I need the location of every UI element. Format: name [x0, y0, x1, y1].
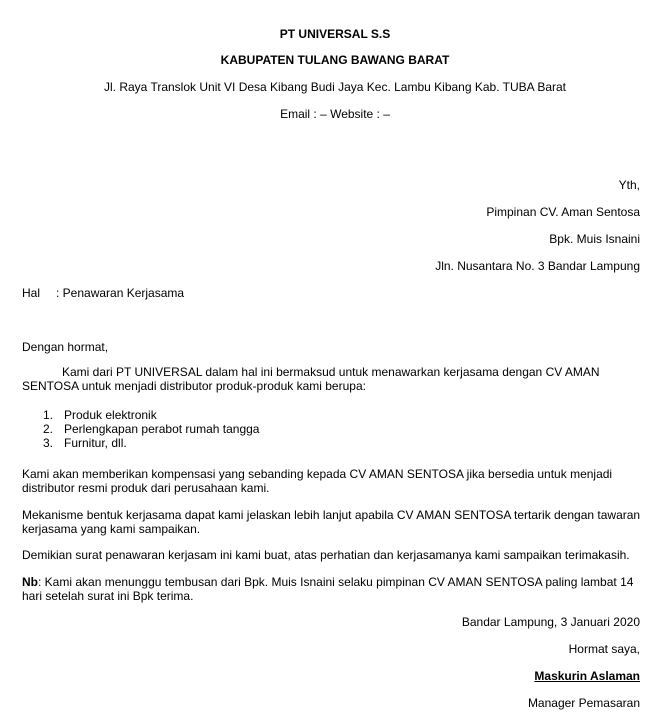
product-list [22, 408, 622, 450]
company-contact: Email : – Website : – [280, 107, 390, 121]
recipient-title: Pimpinan CV. Aman Sentosa [486, 205, 640, 219]
recipient-address: Jln. Nusantara No. 3 Bandar Lampung [435, 259, 640, 273]
list-label: Furnitur, dll. [64, 436, 127, 450]
note-paragraph [22, 575, 637, 603]
note-label: Nb [22, 575, 38, 589]
list-item [22, 408, 622, 422]
salutation: Dengan hormat, [22, 340, 109, 354]
list-number: 2. [43, 422, 54, 436]
signatory-name: Maskurin Aslaman [534, 669, 640, 683]
signature-closing: Hormat saya, [568, 642, 640, 656]
list-number: 3. [43, 436, 54, 450]
list-label: Perlengkapan perabot rumah tangga [64, 422, 260, 436]
paragraph-compensation: Kami akan memberikan kompensasi yang sebanding kepada CV AMAN SENTOSA jika bersedia untuk menjadi distributor resmi produk dari perusahaan kami. [22, 467, 613, 495]
company-name: PT UNIVERSAL S.S [279, 27, 391, 41]
subject-label: Hal [22, 286, 41, 300]
subject-line [22, 286, 184, 300]
recipient-greeting: Yth, [618, 178, 640, 192]
list-number: 1. [43, 408, 54, 422]
recipient-name: Bpk. Muis Isnaini [549, 232, 640, 246]
note-text: : Kami akan menunggu tembusan dari Bpk. Muis Isnaini selaku pimpinan CV AMAN SENTOSA paling lambat 14 hari setelah surat ini Bpk terima. [22, 575, 634, 603]
list-item [22, 422, 622, 436]
intro-line-1: Kami dari PT UNIVERSAL dalam hal ini bermaksud untuk menawarkan kerjasama dengan CV AMAN [62, 365, 600, 379]
company-address: Jl. Raya Translok Unit VI Desa Kibang Budi Jaya Kec. Lambu Kibang Kab. TUBA Barat [103, 80, 567, 94]
paragraph-closing: Demikian surat penawaran kerjasam ini kami buat, atas perhatian dan kerjasamanya kami sampaikan terimakasih. [22, 548, 630, 562]
place-date: Bandar Lampung, 3 Januari 2020 [461, 615, 640, 629]
subject-value: : Penawaran Kerjasama [56, 286, 185, 300]
signatory-position: Manager Pemasaran [527, 696, 640, 710]
list-label: Produk elektronik [64, 408, 157, 422]
list-item [22, 436, 622, 450]
intro-line-2: SENTOSA untuk menjadi distributor produk-produk kami berupa: [22, 379, 366, 393]
paragraph-mechanism: Mekanisme bentuk kerjasama dapat kami jelaskan lebih lanjut apabila CV AMAN SENTOSA tertarik dengan tawaran kerjasama yang kami sampaikan. [22, 508, 641, 536]
company-region: KABUPATEN TULANG BAWANG BARAT [220, 53, 450, 67]
